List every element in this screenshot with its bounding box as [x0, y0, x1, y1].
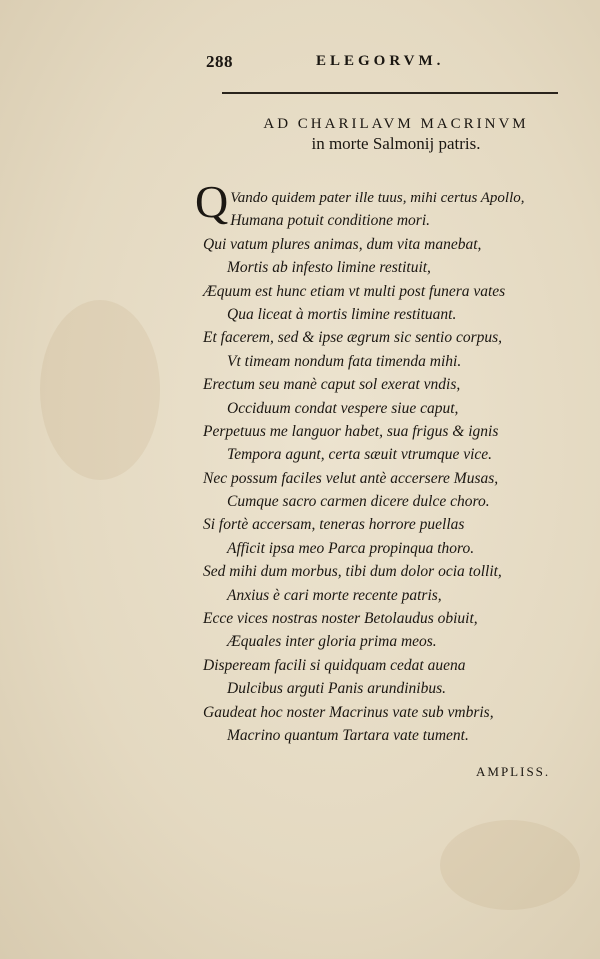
poem-line: Perpetuus me languor habet, sua frigus & ignis: [203, 422, 499, 440]
title-line-1: AD CHARILAVM MACRINVM: [263, 116, 529, 132]
poem-line: Et facerem, sed & ipse ægrum sic sentio corpus,: [203, 329, 503, 347]
page-header: [206, 52, 556, 74]
poem-line: Qui vatum plures animas, dum vita manebat,: [203, 235, 482, 253]
drop-cap: Q: [195, 176, 229, 227]
poem-line: Vt timeam nondum fata timenda mihi.: [227, 352, 462, 370]
poem-line: Tempora agunt, certa sæuit vtrumque vice.: [227, 446, 493, 464]
poem-line: Mortis ab infesto limine restituit,: [227, 259, 431, 277]
page-number: 288: [206, 52, 233, 71]
poem-line: Æquum est hunc etiam vt multi post funera vates: [203, 282, 506, 300]
header-rule: [222, 92, 558, 94]
poem-line: Macrino quantum Tartara vate tument.: [227, 726, 469, 744]
poem-line: Qua liceat à mortis limine restituant.: [227, 305, 457, 323]
poem-line: Anxius è cari morte recente patris,: [227, 586, 442, 604]
poem-line: Cumque sacro carmen dicere dulce choro.: [227, 493, 490, 511]
poem-line: Gaudeat hoc noster Macrinus vate sub vmbris,: [203, 703, 494, 721]
poem-line: Afficit ipsa meo Parca propinqua thoro.: [227, 539, 475, 557]
poem-line: Sed mihi dum morbus, tibi dum dolor ocia tollit,: [203, 563, 502, 581]
poem-line: Occiduum condat vespere siue caput,: [227, 399, 459, 417]
poem-line: Humana potuit conditione mori.: [230, 212, 431, 230]
poem-line: Si fortè accersam, teneras horrore puellas: [203, 516, 465, 534]
poem-line: Dulcibus arguti Panis arundinibus.: [227, 680, 447, 698]
poem-line: Ecce vices nostras noster Betolaudus obiuit,: [203, 610, 478, 628]
catchword: AMPLISS.: [476, 764, 551, 779]
poem-body: [195, 176, 578, 747]
title-line-2: in morte Salmonij patris.: [311, 134, 481, 153]
poem-line: Q Vando quidem pater ille tuus, mihi certus Apollo,: [195, 176, 525, 227]
paper-stain: [440, 820, 580, 910]
running-head: ELEGORVM.: [316, 53, 445, 69]
poem-title: [226, 114, 566, 154]
poem-line: Erectum seu manè caput sol exerat vndis,: [203, 376, 461, 394]
poem-line: Æquales inter gloria prima meos.: [227, 633, 437, 651]
poem-line: Nec possum faciles velut antè accersere Musas,: [203, 469, 499, 487]
paper-stain: [40, 300, 160, 480]
poem-line: Dispeream facili si quidquam cedat auena: [203, 656, 466, 674]
